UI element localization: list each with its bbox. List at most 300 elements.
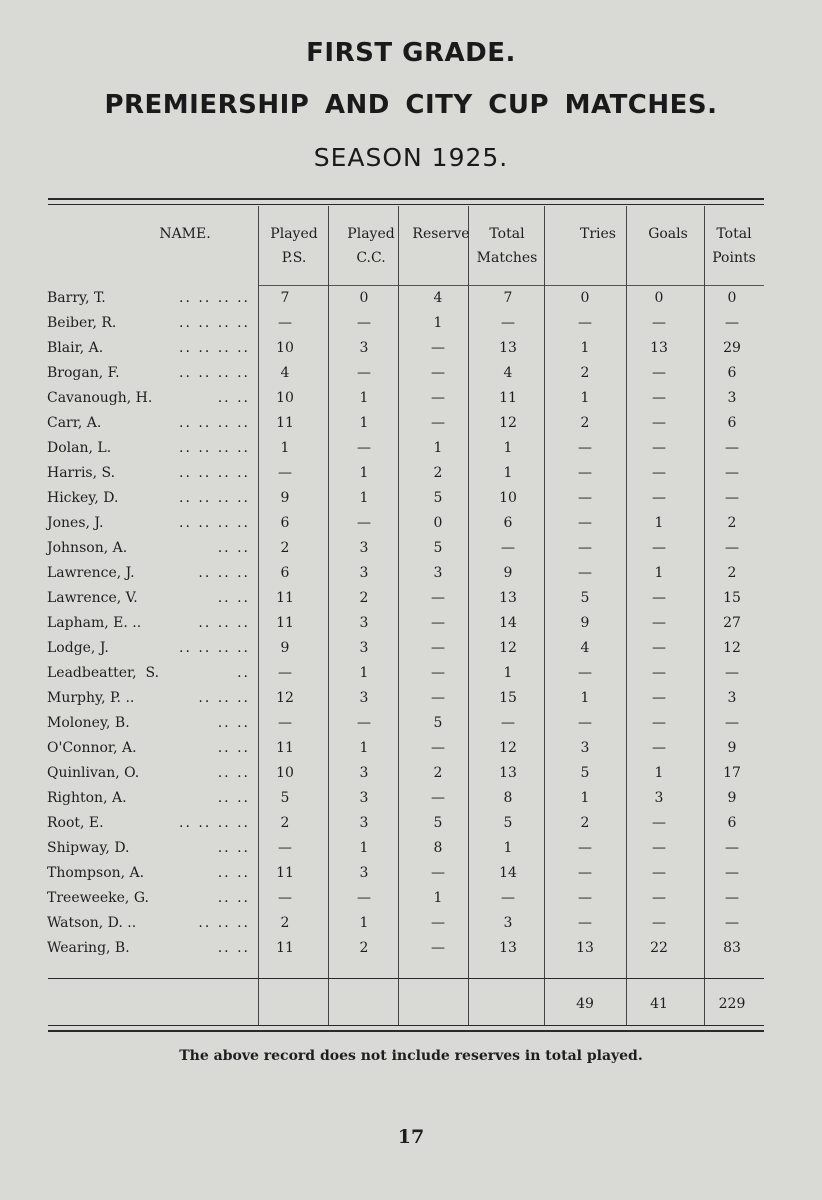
player-name: Lodge, J. bbox=[47, 640, 109, 656]
header-line: Points bbox=[712, 250, 756, 266]
cell-total: 7 bbox=[503, 290, 513, 306]
cell-cc: 1 bbox=[359, 490, 369, 506]
cell-res: — bbox=[431, 690, 445, 706]
player-name: Blair, A. bbox=[47, 340, 104, 356]
cell-cc: 3 bbox=[359, 540, 369, 556]
table-row bbox=[0, 811, 822, 835]
totals-row bbox=[0, 992, 822, 1016]
cell-points: 6 bbox=[727, 815, 737, 831]
player-name: Quinlivan, O. bbox=[47, 765, 140, 781]
cell-res: 0 bbox=[433, 515, 443, 531]
cell-points: 6 bbox=[727, 415, 737, 431]
cell-goals: — bbox=[652, 590, 666, 606]
cell-res: 3 bbox=[433, 565, 443, 581]
leader-dots: .. .. bbox=[217, 865, 250, 881]
cell-cc: 2 bbox=[359, 590, 369, 606]
cell-tries: 1 bbox=[580, 690, 590, 706]
cell-points: 83 bbox=[723, 940, 741, 956]
table-row bbox=[0, 386, 822, 410]
cell-total: 12 bbox=[499, 640, 517, 656]
cell-goals: — bbox=[652, 815, 666, 831]
cell-goals: — bbox=[652, 890, 666, 906]
cell-tries: — bbox=[578, 865, 592, 881]
cell-points: — bbox=[725, 915, 739, 931]
cell-points: — bbox=[725, 890, 739, 906]
cell-ps: 4 bbox=[280, 365, 290, 381]
cell-cc: 1 bbox=[359, 415, 369, 431]
cell-ps: 10 bbox=[276, 765, 294, 781]
player-name: Thompson, A. bbox=[47, 865, 145, 881]
cell-tries: — bbox=[578, 565, 592, 581]
leader-dots: .. .. bbox=[217, 740, 250, 756]
cell-tries: — bbox=[578, 440, 592, 456]
header-name-label: NAME. bbox=[159, 226, 211, 242]
leader-dots: .. .. bbox=[217, 765, 250, 781]
cell-goals: 1 bbox=[654, 565, 664, 581]
cell-cc: 3 bbox=[359, 690, 369, 706]
cell-total: 1 bbox=[503, 465, 513, 481]
cell-goals: — bbox=[652, 665, 666, 681]
cell-total: — bbox=[501, 540, 515, 556]
leader-dots: .. .. bbox=[217, 590, 250, 606]
cell-res: 1 bbox=[433, 315, 443, 331]
cell-res: — bbox=[431, 640, 445, 656]
cell-total: 13 bbox=[499, 590, 517, 606]
player-name: Brogan, F. bbox=[47, 365, 120, 381]
cell-goals: 0 bbox=[654, 290, 664, 306]
cell-tries: 1 bbox=[580, 340, 590, 356]
leader-dots: .. .. bbox=[217, 790, 250, 806]
cell-ps: 11 bbox=[276, 940, 294, 956]
cell-ps: — bbox=[278, 465, 292, 481]
cell-tries: — bbox=[578, 665, 592, 681]
cell-cc: — bbox=[357, 715, 371, 731]
cell-res: — bbox=[431, 790, 445, 806]
player-name: O'Connor, A. bbox=[47, 740, 137, 756]
player-name: Beiber, R. bbox=[47, 315, 117, 331]
cell-goals: — bbox=[652, 615, 666, 631]
table-row bbox=[0, 886, 822, 910]
cell-ps: 9 bbox=[280, 490, 290, 506]
leader-dots: .. .. .. .. bbox=[179, 490, 250, 506]
cell-tries: 2 bbox=[580, 815, 590, 831]
leader-dots: .. .. bbox=[217, 390, 250, 406]
cell-ps: 11 bbox=[276, 415, 294, 431]
table-row bbox=[0, 586, 822, 610]
player-name: Barry, T. bbox=[47, 290, 106, 306]
header-line: Reserve bbox=[412, 226, 470, 242]
cell-points: — bbox=[725, 715, 739, 731]
cell-ps: 1 bbox=[280, 440, 290, 456]
player-name: Root, E. bbox=[47, 815, 104, 831]
cell-points: 3 bbox=[727, 690, 737, 706]
cell-points: — bbox=[725, 665, 739, 681]
cell-points: — bbox=[725, 315, 739, 331]
header-total-matches bbox=[470, 222, 544, 270]
cell-ps: 10 bbox=[276, 340, 294, 356]
leader-dots: .. .. .. bbox=[198, 915, 250, 931]
cell-res: — bbox=[431, 615, 445, 631]
table-row bbox=[0, 286, 822, 310]
cell-total: 13 bbox=[499, 340, 517, 356]
cell-cc: 3 bbox=[359, 865, 369, 881]
table-bottom-rule bbox=[48, 1025, 764, 1026]
cell-goals: — bbox=[652, 715, 666, 731]
cell-points: 2 bbox=[727, 565, 737, 581]
cell-cc: 0 bbox=[359, 290, 369, 306]
leader-dots: .. .. bbox=[217, 890, 250, 906]
cell-total: 3 bbox=[503, 915, 513, 931]
cell-res: — bbox=[431, 865, 445, 881]
table-row bbox=[0, 436, 822, 460]
cell-res: 5 bbox=[433, 715, 443, 731]
cell-tries: 1 bbox=[580, 790, 590, 806]
cell-points: — bbox=[725, 840, 739, 856]
header-line: Matches bbox=[476, 250, 538, 266]
player-name: Dolan, L. bbox=[47, 440, 112, 456]
table-row bbox=[0, 686, 822, 710]
cell-ps: 10 bbox=[276, 390, 294, 406]
cell-points: — bbox=[725, 490, 739, 506]
cell-tries: 9 bbox=[580, 615, 590, 631]
cell-goals: 1 bbox=[654, 515, 664, 531]
player-name: Hickey, D. bbox=[47, 490, 119, 506]
cell-goals: — bbox=[652, 490, 666, 506]
leader-dots: .. bbox=[237, 665, 250, 681]
cell-total: — bbox=[501, 715, 515, 731]
table-row bbox=[0, 936, 822, 960]
table-row bbox=[0, 611, 822, 635]
header-reserve bbox=[402, 222, 480, 246]
table-row bbox=[0, 736, 822, 760]
cell-goals: — bbox=[652, 840, 666, 856]
cell-goals: — bbox=[652, 540, 666, 556]
player-name: Moloney, B. bbox=[47, 715, 130, 731]
cell-ps: 6 bbox=[280, 515, 290, 531]
leader-dots: .. .. bbox=[217, 840, 250, 856]
cell-tries: 4 bbox=[580, 640, 590, 656]
cell-goals: — bbox=[652, 440, 666, 456]
cell-ps: — bbox=[278, 890, 292, 906]
header-line: Tries bbox=[580, 226, 616, 242]
cell-cc: 3 bbox=[359, 815, 369, 831]
leader-dots: .. .. .. .. bbox=[179, 365, 250, 381]
leader-dots: .. .. .. .. bbox=[179, 415, 250, 431]
cell-ps: 2 bbox=[280, 540, 290, 556]
cell-res: — bbox=[431, 340, 445, 356]
table-top-rule-inner bbox=[48, 204, 764, 205]
cell-tries: 3 bbox=[580, 740, 590, 756]
cell-res: — bbox=[431, 415, 445, 431]
cell-goals: — bbox=[652, 690, 666, 706]
header-line: Goals bbox=[648, 226, 688, 242]
table-row bbox=[0, 911, 822, 935]
cell-tries: — bbox=[578, 840, 592, 856]
cell-tries: — bbox=[578, 465, 592, 481]
player-name: Harris, S. bbox=[47, 465, 116, 481]
cell-ps: — bbox=[278, 715, 292, 731]
cell-goals: — bbox=[652, 865, 666, 881]
header-line: Total bbox=[489, 226, 525, 242]
cell-cc: 1 bbox=[359, 740, 369, 756]
leader-dots: .. .. .. .. bbox=[179, 340, 250, 356]
cell-points: 6 bbox=[727, 365, 737, 381]
cell-total: 12 bbox=[499, 740, 517, 756]
cell-goals: — bbox=[652, 465, 666, 481]
table-row bbox=[0, 361, 822, 385]
cell-res: — bbox=[431, 590, 445, 606]
cell-total: — bbox=[501, 890, 515, 906]
leader-dots: .. .. .. .. bbox=[179, 440, 250, 456]
cell-cc: — bbox=[357, 365, 371, 381]
table-row bbox=[0, 636, 822, 660]
cell-total: 4 bbox=[503, 365, 513, 381]
leader-dots: .. .. bbox=[217, 715, 250, 731]
cell-ps: 11 bbox=[276, 740, 294, 756]
cell-res: 5 bbox=[433, 540, 443, 556]
cell-ps: 9 bbox=[280, 640, 290, 656]
cell-cc: 1 bbox=[359, 390, 369, 406]
cell-cc: 3 bbox=[359, 790, 369, 806]
page-subtitle: PREMIERSHIP AND CITY CUP MATCHES. bbox=[104, 90, 718, 120]
cell-cc: 3 bbox=[359, 615, 369, 631]
cell-ps: 7 bbox=[280, 290, 290, 306]
cell-total: 14 bbox=[499, 615, 517, 631]
cell-total: 5 bbox=[503, 815, 513, 831]
total-goals: 41 bbox=[650, 996, 668, 1012]
cell-cc: — bbox=[357, 515, 371, 531]
cell-res: — bbox=[431, 390, 445, 406]
table-row bbox=[0, 411, 822, 435]
cell-total: — bbox=[501, 315, 515, 331]
cell-goals: — bbox=[652, 390, 666, 406]
total-tries: 49 bbox=[576, 996, 594, 1012]
table-row bbox=[0, 861, 822, 885]
cell-cc: 3 bbox=[359, 565, 369, 581]
player-name: Jones, J. bbox=[47, 515, 104, 531]
cell-tries: — bbox=[578, 515, 592, 531]
cell-res: 1 bbox=[433, 890, 443, 906]
cell-ps: 11 bbox=[276, 615, 294, 631]
leader-dots: .. .. .. .. bbox=[179, 640, 250, 656]
table-row bbox=[0, 761, 822, 785]
cell-points: 17 bbox=[723, 765, 741, 781]
player-name: Leadbeatter, S. bbox=[47, 665, 160, 681]
cell-cc: — bbox=[357, 440, 371, 456]
cell-cc: 3 bbox=[359, 765, 369, 781]
cell-points: 12 bbox=[723, 640, 741, 656]
cell-tries: 5 bbox=[580, 590, 590, 606]
player-name: Treeweeke, G. bbox=[47, 890, 149, 906]
cell-goals: 3 bbox=[654, 790, 664, 806]
cell-total: 6 bbox=[503, 515, 513, 531]
table-row bbox=[0, 336, 822, 360]
cell-total: 1 bbox=[503, 840, 513, 856]
cell-goals: 22 bbox=[650, 940, 668, 956]
player-name: Lawrence, J. bbox=[47, 565, 135, 581]
cell-goals: — bbox=[652, 365, 666, 381]
header-line: Played bbox=[347, 226, 395, 242]
player-name: Johnson, A. bbox=[47, 540, 128, 556]
player-name: Righton, A. bbox=[47, 790, 127, 806]
cell-goals: — bbox=[652, 315, 666, 331]
leader-dots: .. .. .. .. bbox=[179, 515, 250, 531]
cell-ps: 2 bbox=[280, 815, 290, 831]
cell-cc: — bbox=[357, 890, 371, 906]
cell-tries: 0 bbox=[580, 290, 590, 306]
cell-tries: — bbox=[578, 715, 592, 731]
cell-cc: — bbox=[357, 315, 371, 331]
table-row bbox=[0, 511, 822, 535]
cell-points: — bbox=[725, 465, 739, 481]
leader-dots: .. .. .. bbox=[198, 565, 250, 581]
page-number: 17 bbox=[397, 1126, 425, 1148]
cell-cc: 3 bbox=[359, 340, 369, 356]
header-played-cc bbox=[334, 222, 408, 270]
player-name: Shipway, D. bbox=[47, 840, 130, 856]
player-name: Carr, A. bbox=[47, 415, 102, 431]
cell-points: 29 bbox=[723, 340, 741, 356]
cell-res: — bbox=[431, 365, 445, 381]
season-label: SEASON 1925. bbox=[313, 143, 509, 172]
cell-res: — bbox=[431, 740, 445, 756]
cell-ps: 11 bbox=[276, 865, 294, 881]
cell-points: 3 bbox=[727, 390, 737, 406]
cell-tries: 2 bbox=[580, 415, 590, 431]
header-line: C.C. bbox=[356, 250, 386, 266]
header-line: P.S. bbox=[281, 250, 307, 266]
cell-ps: 12 bbox=[276, 690, 294, 706]
cell-tries: — bbox=[578, 890, 592, 906]
cell-ps: 5 bbox=[280, 790, 290, 806]
player-name: Wearing, B. bbox=[47, 940, 130, 956]
leader-dots: .. .. .. .. bbox=[179, 290, 250, 306]
cell-points: 15 bbox=[723, 590, 741, 606]
footnote: The above record does not include reserves in total played. bbox=[179, 1048, 643, 1064]
cell-points: 2 bbox=[727, 515, 737, 531]
cell-res: 5 bbox=[433, 815, 443, 831]
cell-cc: 1 bbox=[359, 465, 369, 481]
cell-total: 1 bbox=[503, 440, 513, 456]
total-points: 229 bbox=[718, 996, 746, 1012]
cell-cc: 3 bbox=[359, 640, 369, 656]
cell-res: — bbox=[431, 940, 445, 956]
table-row bbox=[0, 461, 822, 485]
header-goals bbox=[630, 222, 706, 246]
header-played-ps bbox=[260, 222, 328, 270]
cell-ps: 11 bbox=[276, 590, 294, 606]
cell-total: 15 bbox=[499, 690, 517, 706]
cell-cc: 1 bbox=[359, 915, 369, 931]
leader-dots: .. .. bbox=[217, 940, 250, 956]
cell-res: 4 bbox=[433, 290, 443, 306]
cell-total: 1 bbox=[503, 665, 513, 681]
page-title: FIRST GRADE. bbox=[306, 38, 516, 68]
leader-dots: .. .. .. .. bbox=[179, 315, 250, 331]
header-line: Played bbox=[270, 226, 318, 242]
cell-total: 13 bbox=[499, 765, 517, 781]
leader-dots: .. .. .. bbox=[198, 690, 250, 706]
player-name: Watson, D. .. bbox=[47, 915, 137, 931]
cell-tries: 13 bbox=[576, 940, 594, 956]
cell-total: 12 bbox=[499, 415, 517, 431]
cell-goals: — bbox=[652, 915, 666, 931]
cell-total: 9 bbox=[503, 565, 513, 581]
cell-points: 9 bbox=[727, 740, 737, 756]
header-name bbox=[120, 222, 250, 246]
cell-ps: 6 bbox=[280, 565, 290, 581]
cell-cc: 2 bbox=[359, 940, 369, 956]
cell-goals: — bbox=[652, 415, 666, 431]
cell-goals: 1 bbox=[654, 765, 664, 781]
cell-goals: 13 bbox=[650, 340, 668, 356]
leader-dots: .. .. bbox=[217, 540, 250, 556]
table-bottom-rule-outer bbox=[48, 1030, 764, 1032]
cell-goals: — bbox=[652, 640, 666, 656]
table-row bbox=[0, 786, 822, 810]
player-name: Cavanough, H. bbox=[47, 390, 153, 406]
cell-tries: 1 bbox=[580, 390, 590, 406]
cell-tries: — bbox=[578, 490, 592, 506]
table-row bbox=[0, 311, 822, 335]
player-name: Lapham, E. .. bbox=[47, 615, 142, 631]
cell-tries: — bbox=[578, 315, 592, 331]
cell-total: 10 bbox=[499, 490, 517, 506]
header-total-points bbox=[704, 222, 764, 270]
cell-ps: 2 bbox=[280, 915, 290, 931]
cell-cc: 1 bbox=[359, 665, 369, 681]
cell-res: 2 bbox=[433, 765, 443, 781]
leader-dots: .. .. .. .. bbox=[179, 465, 250, 481]
cell-ps: — bbox=[278, 840, 292, 856]
cell-res: — bbox=[431, 915, 445, 931]
player-name: Lawrence, V. bbox=[47, 590, 138, 606]
cell-points: — bbox=[725, 865, 739, 881]
cell-res: 8 bbox=[433, 840, 443, 856]
table-row bbox=[0, 561, 822, 585]
leader-dots: .. .. .. .. bbox=[179, 815, 250, 831]
cell-total: 11 bbox=[499, 390, 517, 406]
cell-points: 27 bbox=[723, 615, 741, 631]
table-row bbox=[0, 536, 822, 560]
cell-res: 2 bbox=[433, 465, 443, 481]
cell-points: — bbox=[725, 440, 739, 456]
table-top-rule bbox=[48, 198, 764, 200]
header-line: Total bbox=[716, 226, 752, 242]
cell-ps: — bbox=[278, 665, 292, 681]
cell-res: 5 bbox=[433, 490, 443, 506]
leader-dots: .. .. .. bbox=[198, 615, 250, 631]
table-row bbox=[0, 711, 822, 735]
cell-points: — bbox=[725, 540, 739, 556]
table-row bbox=[0, 661, 822, 685]
cell-res: — bbox=[431, 665, 445, 681]
cell-total: 13 bbox=[499, 940, 517, 956]
cell-res: 1 bbox=[433, 440, 443, 456]
totals-rule bbox=[48, 978, 764, 979]
header-tries bbox=[560, 222, 636, 246]
cell-points: 0 bbox=[727, 290, 737, 306]
cell-ps: — bbox=[278, 315, 292, 331]
player-name: Murphy, P. .. bbox=[47, 690, 135, 706]
cell-cc: 1 bbox=[359, 840, 369, 856]
cell-points: 9 bbox=[727, 790, 737, 806]
cell-tries: 5 bbox=[580, 765, 590, 781]
cell-total: 14 bbox=[499, 865, 517, 881]
table-row bbox=[0, 836, 822, 860]
cell-tries: — bbox=[578, 540, 592, 556]
cell-goals: — bbox=[652, 740, 666, 756]
